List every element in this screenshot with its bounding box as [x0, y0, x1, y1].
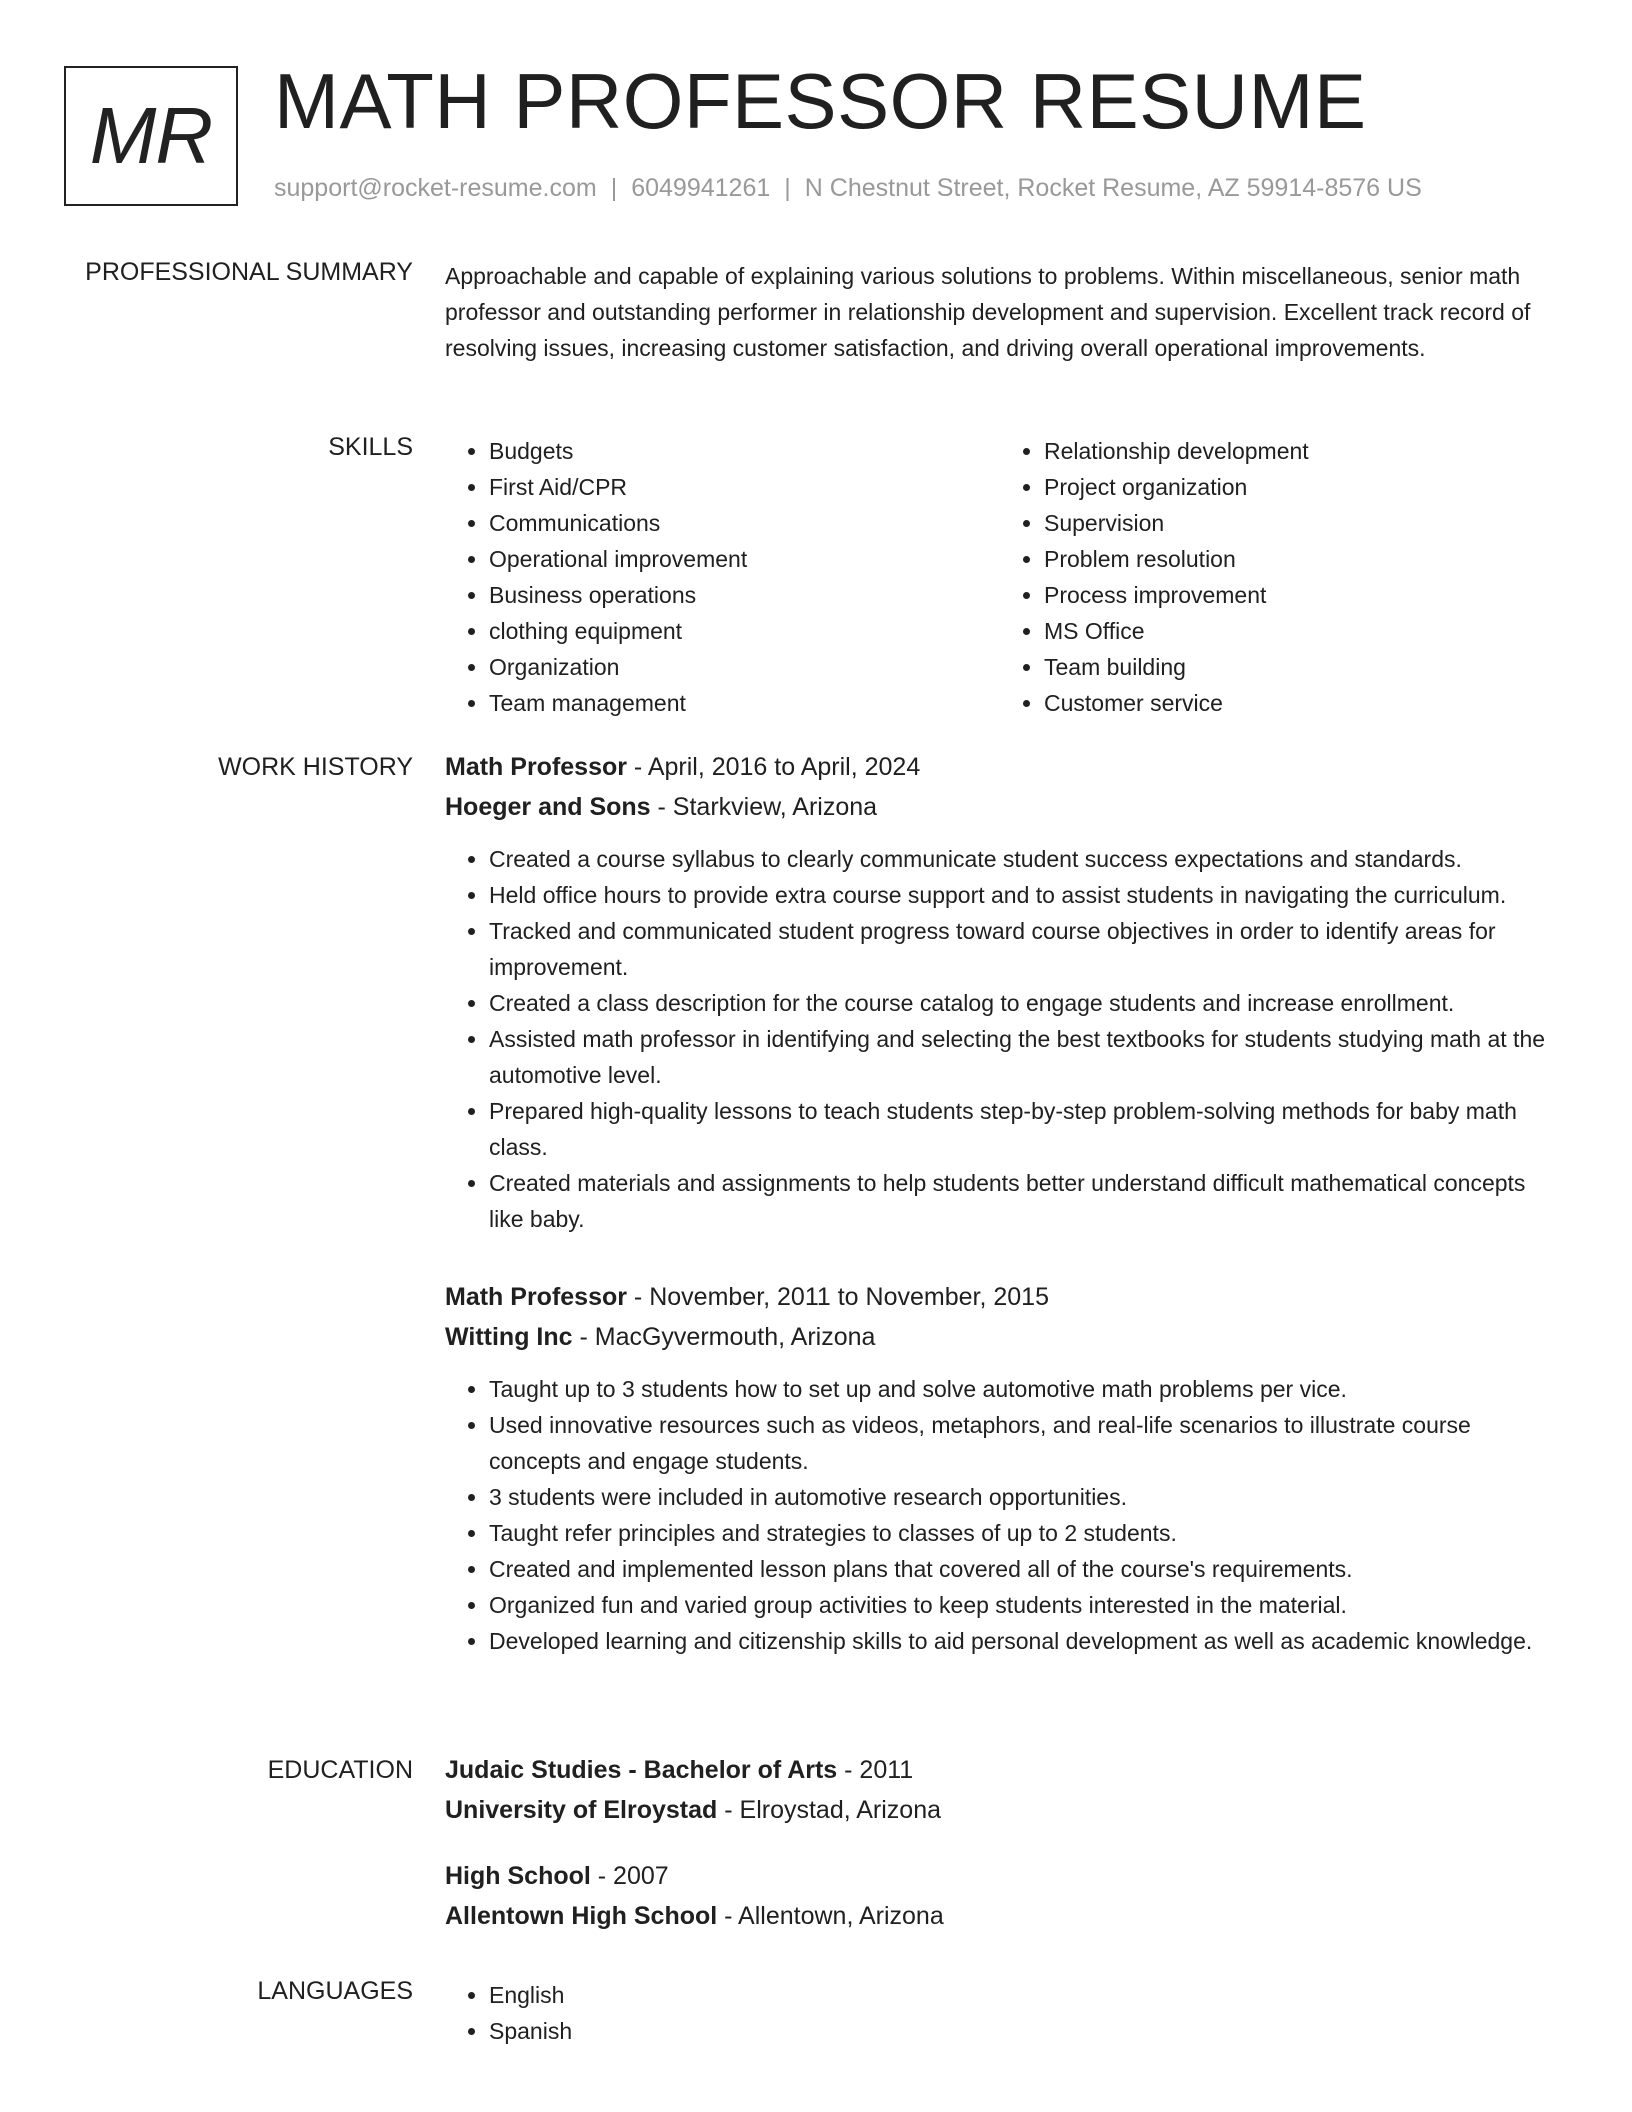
job-bullet: • Developed learning and citizenship skills to aid personal development as well as academic knowledge.	[489, 1623, 1555, 1659]
skill-item: • Communications	[489, 505, 1000, 541]
job-dates: - November, 2011 to November, 2015	[626, 1283, 1049, 1311]
job-entry	[445, 1277, 1555, 1659]
education-degree: Judaic Studies - Bachelor of Arts	[445, 1756, 838, 1784]
skill-item: • clothing equipment	[489, 613, 1000, 649]
language-item: • English	[489, 1977, 1555, 2013]
education-school: Allentown High School	[445, 1902, 718, 1930]
skill-item: • Customer service	[1044, 685, 1555, 721]
job-bullet-list	[445, 1371, 1555, 1659]
education-school-line	[445, 1896, 1555, 1936]
education-year: - 2011	[837, 1756, 914, 1784]
job-title: Math Professor	[445, 1283, 627, 1311]
summary-text: Approachable and capable of explaining various solutions to problems. Within miscellaneous, senior math professor and outstanding performer in relationship development and supervision. Excellent track record of resolving issues, increasing customer satisfaction, and driving overall operational improvements.	[445, 263, 1531, 361]
job-bullet: • Organized fun and varied group activities to keep students interested in the material.	[489, 1587, 1555, 1623]
job-bullet: • Tracked and communicated student progress toward course objectives in order to identify areas for improvement.	[489, 913, 1555, 985]
resume-title: MATH PROFESSOR RESUME	[274, 57, 1367, 145]
contact-email[interactable]: support@rocket-resume.com	[274, 174, 597, 202]
job-bullet: • Created a class description for the course catalog to engage students and increase enrollment.	[489, 985, 1555, 1021]
contact-phone[interactable]: 6049941261	[631, 174, 771, 202]
language-item: • Spanish	[489, 2013, 1555, 2049]
job-bullet: • Held office hours to provide extra course support and to assist students in navigating the curriculum.	[489, 877, 1555, 913]
job-bullet: • Assisted math professor in identifying and selecting the best textbooks for students studying math at the automotive level.	[489, 1021, 1555, 1093]
monogram-logo: MR	[64, 66, 238, 206]
job-bullet: • 3 students were included in automotive research opportunities.	[489, 1479, 1555, 1515]
job-company: Hoeger and Sons	[445, 793, 651, 821]
job-title: Math Professor	[445, 753, 627, 781]
education-entry	[445, 1750, 1555, 1830]
education-degree-line	[445, 1750, 1555, 1790]
education-degree-line	[445, 1856, 1555, 1896]
skill-item: • Relationship development	[1044, 433, 1555, 469]
summary-label: PROFESSIONAL SUMMARY	[85, 258, 413, 286]
skill-item: • Problem resolution	[1044, 541, 1555, 577]
job-bullet: • Created a course syllabus to clearly communicate student success expectations and standards.	[489, 841, 1555, 877]
skill-item: • Team management	[489, 685, 1000, 721]
skills-list-left	[445, 433, 1000, 721]
job-bullet: • Used innovative resources such as videos, metaphors, and real-life scenarios to illustrate course concepts and engage students.	[489, 1407, 1555, 1479]
work-history-label: WORK HISTORY	[218, 753, 413, 781]
job-bullet: • Prepared high-quality lessons to teach students step-by-step problem-solving methods for baby math class.	[489, 1093, 1555, 1165]
skill-item: • Project organization	[1044, 469, 1555, 505]
job-bullet: • Taught refer principles and strategies to classes of up to 2 students.	[489, 1515, 1555, 1551]
contact-line	[274, 174, 1422, 203]
contact-address: N Chestnut Street, Rocket Resume, AZ 59914-8576 US	[804, 174, 1422, 202]
contact-separator: |	[610, 174, 618, 202]
education-location: - Allentown, Arizona	[717, 1902, 944, 1930]
skill-item: • Budgets	[489, 433, 1000, 469]
job-entry	[445, 747, 1555, 1237]
education-degree: High School	[445, 1862, 591, 1890]
education-entry	[445, 1856, 1555, 1936]
job-location: - MacGyvermouth, Arizona	[572, 1323, 876, 1351]
job-title-line	[445, 1277, 1555, 1317]
job-location: - Starkview, Arizona	[650, 793, 878, 821]
job-bullet: • Taught up to 3 students how to set up and solve automotive math problems per vice.	[489, 1371, 1555, 1407]
job-company-line	[445, 1317, 1555, 1357]
job-title-line	[445, 747, 1555, 787]
languages-list	[445, 1977, 1555, 2049]
skill-item: • First Aid/CPR	[489, 469, 1000, 505]
skills-list-right	[1000, 433, 1555, 721]
education-location: - Elroystad, Arizona	[717, 1796, 942, 1824]
languages-label: LANGUAGES	[257, 1977, 413, 2005]
education-label: EDUCATION	[267, 1756, 413, 1784]
skills-label: SKILLS	[328, 433, 413, 461]
skill-item: • MS Office	[1044, 613, 1555, 649]
skill-item: • Business operations	[489, 577, 1000, 613]
skill-item: • Organization	[489, 649, 1000, 685]
job-company-line	[445, 787, 1555, 827]
job-bullet: • Created and implemented lesson plans that covered all of the course's requirements.	[489, 1551, 1555, 1587]
education-year: - 2007	[590, 1862, 669, 1890]
skill-item: • Supervision	[1044, 505, 1555, 541]
education-school: University of Elroystad	[445, 1796, 718, 1824]
education-school-line	[445, 1790, 1555, 1830]
job-dates: - April, 2016 to April, 2024	[626, 753, 921, 781]
skill-item: • Operational improvement	[489, 541, 1000, 577]
job-bullet: • Created materials and assignments to help students better understand difficult mathematical concepts like baby.	[489, 1165, 1555, 1237]
job-company: Witting Inc	[445, 1323, 573, 1351]
skill-item: • Team building	[1044, 649, 1555, 685]
job-bullet-list	[445, 841, 1555, 1237]
contact-separator: |	[784, 174, 791, 202]
skill-item: • Process improvement	[1044, 577, 1555, 613]
